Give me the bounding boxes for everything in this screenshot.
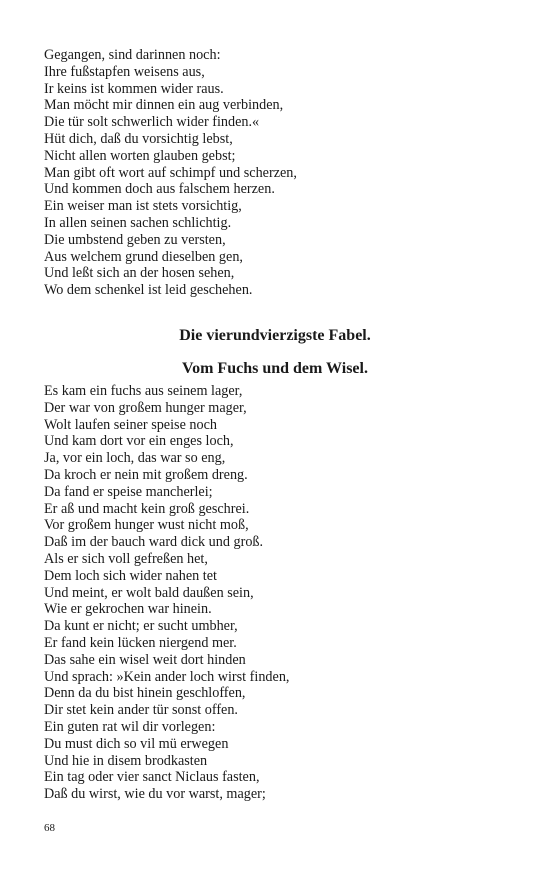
verse-line: Und leßt sich an der hosen sehen, <box>44 265 235 282</box>
verse-line: Und sprach: »Kein ander loch wirst finden, <box>44 668 290 685</box>
verse-line: Als er sich voll gefreßen het, <box>44 550 208 567</box>
verse-line: Ja, vor ein loch, das war so eng, <box>44 450 226 467</box>
verse-line: Und hie in disem brodkasten <box>44 752 208 769</box>
verse-line: Ein guten rat wil dir vorlegen: <box>44 718 216 735</box>
verse-line: Man möcht mir dinnen ein aug verbinden, <box>44 97 284 114</box>
verse-line: Und kam dort vor ein enges loch, <box>44 433 234 450</box>
verse-line: Man gibt oft wort auf schimpf und scherzen, <box>44 164 297 181</box>
verse-line: Dir stet kein ander tür sonst offen. <box>44 702 238 719</box>
verse-line: Wolt laufen seiner speise noch <box>44 416 217 433</box>
verse-line: Du must dich so vil mü erwegen <box>44 735 229 752</box>
verse-line: Wie er gekrochen war hinein. <box>44 601 212 618</box>
verse-line: Der war von großem hunger mager, <box>44 399 247 416</box>
verse-line: Ein weiser man ist stets vorsichtig, <box>44 198 242 215</box>
verse-line: Es kam ein fuchs aus seinem lager, <box>44 383 243 399</box>
verse-line: Daß du wirst, wie du vor warst, mager; <box>44 786 266 803</box>
verse-line: Da fand er speise mancherlei; <box>44 483 213 500</box>
verse-line: Vor großem hunger wust nicht moß, <box>44 517 249 534</box>
fable-poem <box>44 383 289 803</box>
verse-line: Aus welchem grund dieselben gen, <box>44 248 243 265</box>
verse-line: Und kommen doch aus falschem herzen. <box>44 181 275 198</box>
verse-line: Denn da du bist hinein geschloffen, <box>44 685 246 702</box>
verse-line: Die tür solt schwerlich wider finden.« <box>44 114 260 131</box>
verse-line: Er fand kein lücken niergend mer. <box>44 634 237 651</box>
verse-line: In allen seinen sachen schlichtig. <box>44 214 232 231</box>
continued-poem <box>44 47 297 299</box>
verse-line: Die umbstend geben zu versten, <box>44 231 226 248</box>
verse-line: Ir keins ist kommen wider raus. <box>44 80 224 97</box>
verse-line: Er aß und macht kein groß geschrei. <box>44 500 250 517</box>
fable-title: Vom Fuchs und dem Wisel. <box>182 360 368 377</box>
verse-line: Hüt dich, daß du vorsichtig lebst, <box>44 130 233 147</box>
verse-line: Da kunt er nicht; er sucht umbher, <box>44 618 238 635</box>
page-number: 68 <box>44 822 55 834</box>
verse-line: Ein tag oder vier sanct Niclaus fasten, <box>44 769 260 786</box>
chapter-heading: Die vierundvierzigste Fabel. <box>179 327 371 344</box>
verse-line: Wo dem schenkel ist leid geschehen. <box>44 282 253 299</box>
verse-line: Dem loch sich wider nahen tet <box>44 567 217 584</box>
verse-line: Daß im der bauch ward dick und groß. <box>44 534 264 551</box>
verse-line: Und meint, er wolt bald daußen sein, <box>44 584 254 601</box>
verse-line: Da kroch er nein mit großem dreng. <box>44 466 248 483</box>
verse-line: Das sahe ein wisel weit dort hinden <box>44 651 246 668</box>
verse-line: Gegangen, sind darinnen noch: <box>44 47 221 63</box>
verse-line: Ihre fußstapfen weisens aus, <box>44 63 205 80</box>
verse-line: Nicht allen worten glauben gebst; <box>44 147 236 164</box>
